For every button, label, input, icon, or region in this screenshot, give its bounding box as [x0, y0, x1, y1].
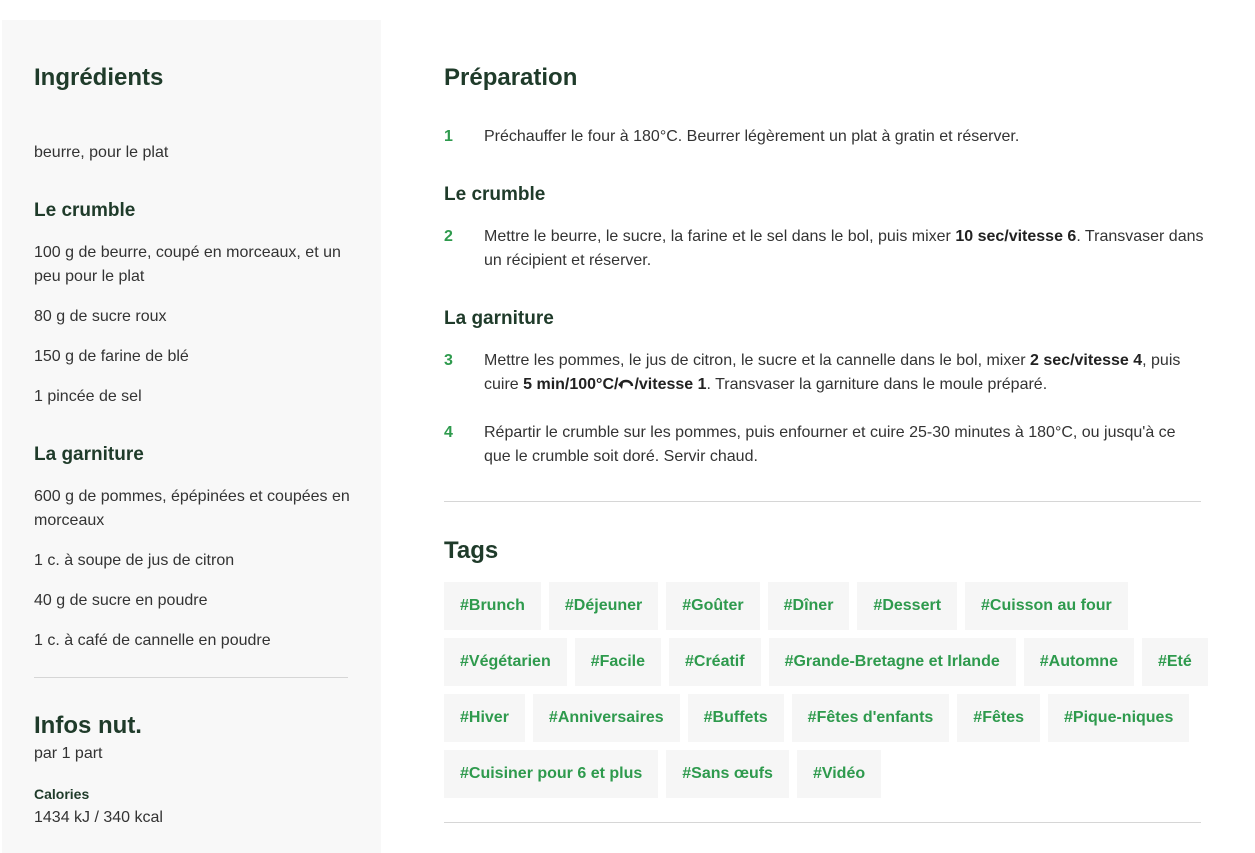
tag-link[interactable]: #Fêtes — [957, 694, 1040, 742]
step-text-part: Mettre les pommes, le jus de citron, le sucre et la cannelle dans le bol, mixer — [484, 352, 1031, 369]
preparation-garniture-title: La garniture — [444, 308, 554, 329]
step-text-part: . Transvaser la garniture dans le moule préparé. — [706, 376, 1048, 393]
thermomix-setting: 10 sec/vitesse 6 — [955, 228, 1077, 245]
ingredient-item: 1 c. à soupe de jus de citron — [34, 552, 235, 569]
tag-link[interactable]: #Brunch — [444, 582, 541, 630]
nutrition-per-serving: par 1 part — [34, 745, 103, 762]
tag-link[interactable]: #Dîner — [768, 582, 850, 630]
section-divider — [444, 822, 1201, 823]
tag-link[interactable]: #Automne — [1024, 638, 1134, 686]
tag-link[interactable]: #Eté — [1142, 638, 1208, 686]
tag-link[interactable]: #Goûter — [666, 582, 759, 630]
thermomix-setting — [523, 376, 706, 393]
tag-link[interactable]: #Grande-Bretagne et Irlande — [769, 638, 1016, 686]
preparation-section — [444, 0, 1204, 853]
thermomix-setting: 2 sec/vitesse 4 — [1030, 352, 1143, 369]
ingredients-sidebar — [2, 20, 381, 853]
step-text: Répartir le crumble sur les pommes, puis enfourner et cuire 25-30 minutes à 180°C, ou jusqu'à ce que le crumble soit doré. Servir chaud. — [484, 424, 1176, 465]
step-number: 3 — [444, 352, 453, 369]
tag-link[interactable]: #Créatif — [669, 638, 761, 686]
reverse-rotation-icon — [618, 375, 634, 399]
tag-link[interactable]: #Vidéo — [797, 750, 881, 798]
step-text: Préchauffer le four à 180°C. Beurrer légèrement un plat à gratin et réserver. — [484, 128, 1020, 145]
calories-value: 1434 kJ / 340 kcal — [34, 809, 163, 826]
tags-title: Tags — [444, 537, 499, 564]
setting-part: 5 min/100°C/ — [523, 376, 619, 393]
tag-link[interactable]: #Dessert — [857, 582, 957, 630]
section-divider — [444, 501, 1201, 502]
step-text-part: . Transvaser dans un récipient et réserver. — [484, 228, 1204, 269]
tag-link[interactable]: #Anniversaires — [533, 694, 680, 742]
preparation-crumble-title: Le crumble — [444, 184, 546, 205]
tag-link[interactable]: #Pique-niques — [1048, 694, 1189, 742]
ingredient-item: 80 g de sucre roux — [34, 308, 167, 325]
ingredients-garniture-title: La garniture — [34, 444, 144, 465]
tags-row — [444, 750, 881, 798]
step-number: 4 — [444, 424, 453, 441]
ingredient-item: 100 g de beurre, coupé en morceaux, et un peu pour le plat — [34, 244, 341, 285]
sidebar-divider — [34, 677, 348, 678]
tags-row — [444, 638, 1208, 686]
tag-link[interactable]: #Facile — [575, 638, 661, 686]
ingredient-item: 1 c. à café de cannelle en poudre — [34, 632, 271, 649]
ingredient-item: 150 g de farine de blé — [34, 348, 189, 365]
setting-part: /vitesse 1 — [634, 376, 707, 393]
tag-link[interactable]: #Buffets — [688, 694, 784, 742]
tags-row — [444, 694, 1189, 742]
ingredient-item: 1 pincée de sel — [34, 388, 142, 405]
ingredient-item: 600 g de pommes, épépinées et coupées en morceaux — [34, 488, 350, 529]
step-text-part: Mettre le beurre, le sucre, la farine et le sel dans le bol, puis mixer — [484, 228, 956, 245]
nutrition-title: Infos nut. — [34, 712, 142, 739]
tag-link[interactable]: #Végétarien — [444, 638, 567, 686]
step-number: 1 — [444, 128, 453, 145]
tag-link[interactable]: #Cuisson au four — [965, 582, 1128, 630]
tag-link[interactable]: #Déjeuner — [549, 582, 658, 630]
step-text-part: , puis cuire — [484, 352, 1181, 393]
step-number: 2 — [444, 228, 453, 245]
ingredients-crumble-title: Le crumble — [34, 200, 136, 221]
ingredient-item: 40 g de sucre en poudre — [34, 592, 208, 609]
tag-link[interactable]: #Hiver — [444, 694, 525, 742]
tag-link[interactable]: #Fêtes d'enfants — [792, 694, 950, 742]
ingredients-title: Ingrédients — [34, 64, 164, 91]
step-text — [484, 225, 1204, 273]
step-text — [484, 349, 1204, 399]
tag-link[interactable]: #Cuisiner pour 6 et plus — [444, 750, 658, 798]
preparation-title: Préparation — [444, 64, 578, 91]
calories-label: Calories — [34, 786, 90, 802]
tags-row — [444, 582, 1128, 630]
tag-link[interactable]: #Sans œufs — [666, 750, 789, 798]
ingredient-item: beurre, pour le plat — [34, 144, 169, 161]
